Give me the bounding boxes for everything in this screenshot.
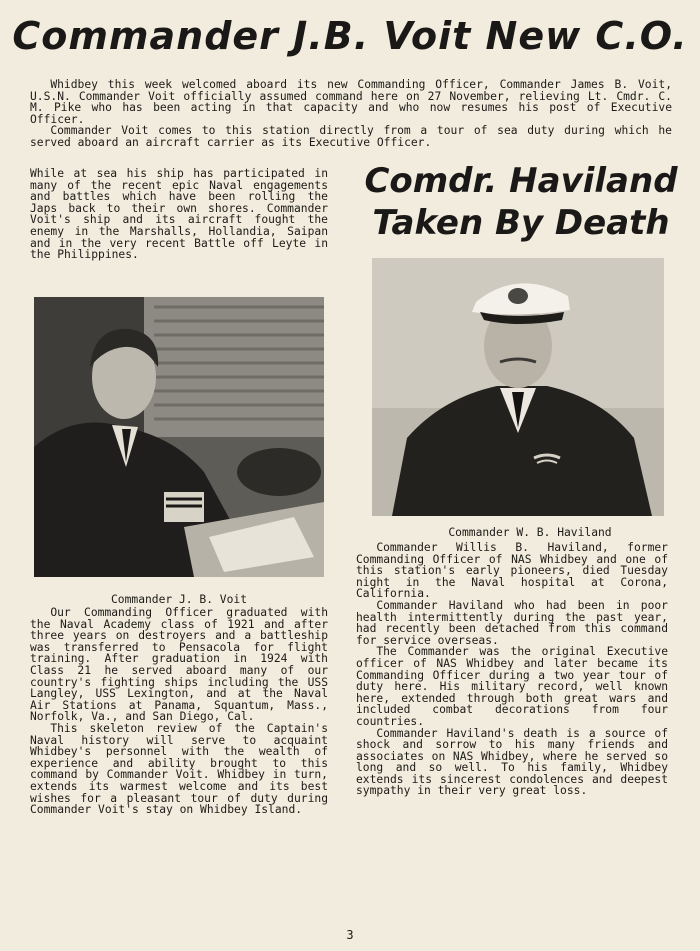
haviland-body-paragraph-4: Commander Haviland's death is a source of shock and sorrow to his many friends and associates on NAS Whidbey, where he served so long and so well. To his family, Whidbey extends its sincerest condolences and deepest sympathy in their very great loss. [356,726,668,798]
voit-photo-image [34,297,324,577]
haviland-photo [372,258,664,516]
voit-article-body [30,607,328,816]
page-number: 3 [346,928,354,942]
haviland-body-paragraph-3: The Commander was the original Executive officer of NAS Whidbey and later became its Commanding Officer during a two year tour of duty here. His military record, well known here, extended through both great wars and included combat decorations from four countries. [356,645,668,728]
haviland-photo-caption: Commander W. B. Haviland [448,526,612,539]
haviland-body-paragraph-2: Commander Haviland who had been in poor health intermittently during the past year, had recently been detached from this command for service overseas. [356,598,668,647]
voit-body-paragraph-2: This skeleton review of the Captain's Naval history will serve to acquaint Whidbey's personnel with the wealth of experience and ability brought to this command by Commander Voit. Whidbey in turn, extends its warmest welcome and its best wishes for a pleasant tour of duty during Commander Voit's stay on Whidbey Island. [30,721,328,817]
haviland-headline-line-1: Comdr. Haviland [364,161,678,201]
haviland-article-body [356,542,668,797]
haviland-photo-image [372,258,664,516]
page-headline: Commander J.B. Voit New C.O. [12,14,688,58]
haviland-headline-line-2: Taken By Death [372,203,670,243]
voit-intro-left-column [30,168,328,261]
voit-intro-paragraph-1: Whidbey this week welcomed aboard its new Commanding Officer, Commander James B. Voit, U.S.N. Commander Voit officially assumed command here on 27 November, relieving Lt. Cmdr. C. M. Pike who has been acting in that capacity and who now resumes his post of Executive Officer. [30,78,672,126]
voit-photo [34,297,324,577]
voit-intro-paragraph-2-continued: While at sea his ship has participated in many of the recent epic Naval engagements and battles which have been rolling the Japs back to their own shores. Commander Voit's ship and its aircraft fought the enemy in the Marshalls, Hollandia, Saipan and in the very recent Battle off Leyte in the Philippines. [30,167,328,262]
voit-body-paragraph-1: Our Commanding Officer graduated with the Naval Academy class of 1921 and after three years on destroyers and a battleship was transferred to Pensacola for flight training. After graduation in 1924 with Class 21 he served aboard many of our country's fighting ships including the USS Langley, USS Lexington, and at the Naval Air Stations at Panama, Squantum, Mass., Norfolk, Va., and San Diego, Cal. [30,606,328,724]
haviland-body-paragraph-1: Commander Willis B. Haviland, former Commanding Officer of NAS Whidbey and one of this station's early pioneers, died Tuesday night in the Naval hospital at Corona, California. [356,541,668,601]
voit-intro-top [30,79,672,149]
voit-intro-paragraph-2-start: Commander Voit comes to this station directly from a tour of sea duty during which he served aboard an aircraft carrier as its Executive Officer. [30,124,672,149]
voit-photo-caption: Commander J. B. Voit [110,593,248,606]
haviland-headline [346,160,696,244]
